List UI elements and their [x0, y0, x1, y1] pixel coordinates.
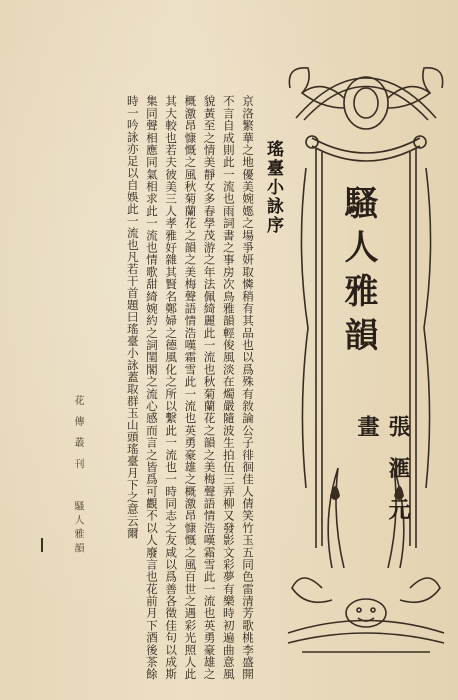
- preface-body: 京洛繁華之地優美婉嫕之場爭妍取憐稍有其品也以爲殊有敘論公子徘徊佳人倩笑竹玉五同色雷清芳歌桃李盛開不言自成則此一流也雨詞書之事房次鳥雅韻輕俊風淡在燭嚴隨波生拍伍三弄柳又發影文彩夢有樂時初遍曲意風貌黃至之情美靜女多春學茂游之年法佩綺麗此一流也秋菊蘭花之韻之美梅聲語情浩嘆霜雪此一流也英勇豪雄之概激昂慷慨之風秋菊蘭花之韻之美梅聲語情浩嘆霜雪此一流也英勇豪雄之概激昂慷慨之風百世之遇彩光照人此其大較也若夫彼美三人孝雅好雜其賢名鄭婦之德風化之所以繫此一流也一時同志之友咸以爲善各徵佳句以成斯集同聲相應同氣相求此一流也情歌甜綺婉約之詞閨閣之流心感而言之皆爲可觀不以人廢言也花前月下酒後茶餘時一吟詠亦足以自娛此一流也凡若干首題曰瑤臺小詠蓋取群玉山頭瑤臺月下之意云爾: [125, 95, 255, 680]
- banner-artist: 張 滙 元 畫: [354, 415, 411, 527]
- running-header: 花 傳 叢 刊 騷人雅韻: [72, 395, 83, 557]
- preface-heading: 瑤臺小詠序: [263, 140, 283, 235]
- banner-title: 騷人雅韻: [338, 185, 378, 361]
- page-mark: [41, 538, 43, 552]
